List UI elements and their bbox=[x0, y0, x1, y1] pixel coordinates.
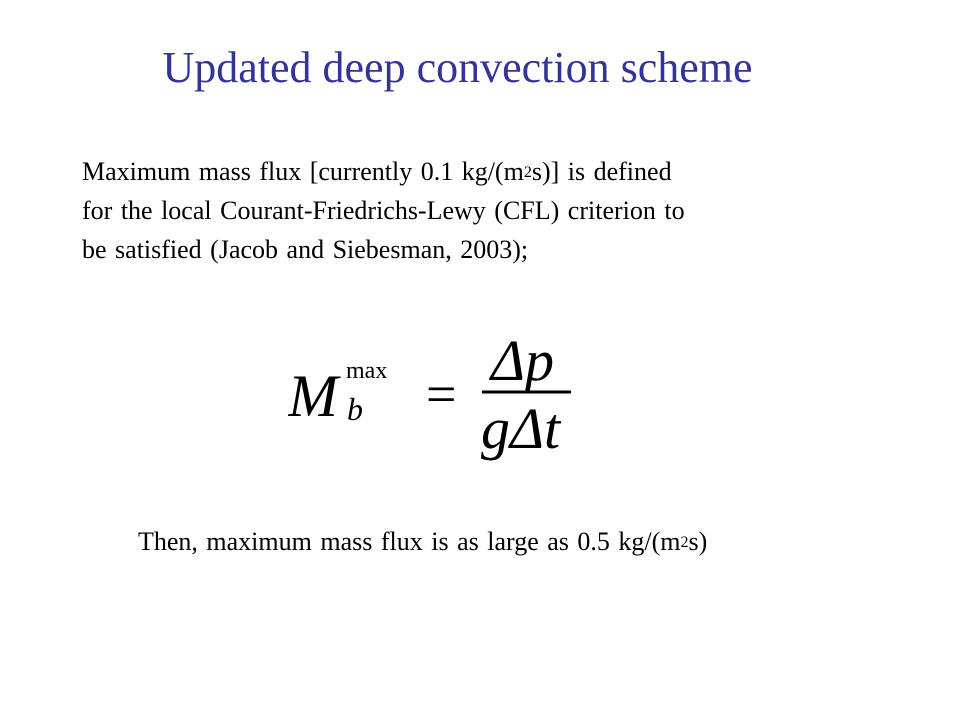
unit-exponent: 2 bbox=[523, 164, 532, 181]
description-line-1-text: Maximum mass flux [currently 0.1 kg/(m bbox=[82, 157, 524, 186]
formula-lhs-subscript: b bbox=[347, 391, 363, 427]
conclusion-tail: s) bbox=[688, 527, 708, 556]
description-line-3: be satisfied (Jacob and Siebesman, 2003); bbox=[82, 235, 529, 264]
description-line-2: for the local Courant-Friedrichs-Lewy (CFL) criterion to bbox=[82, 196, 685, 225]
conclusion-text: Then, maximum mass flux is as large as 0.5 kg/(m bbox=[138, 527, 681, 556]
max-mass-flux-formula bbox=[288, 330, 608, 470]
formula-equals-sign: = bbox=[426, 364, 457, 424]
description-line-1-tail: s)] is defined bbox=[531, 157, 672, 186]
formula-denominator: gΔt bbox=[481, 396, 561, 461]
slide-title: Updated deep convection scheme bbox=[162, 43, 753, 92]
description-paragraph bbox=[82, 152, 842, 269]
conclusion-unit-exponent: 2 bbox=[680, 534, 689, 551]
formula-numerator: Δp bbox=[491, 330, 555, 393]
description-line-1 bbox=[82, 152, 842, 191]
formula-lhs-superscript: max bbox=[346, 358, 388, 384]
conclusion-line bbox=[138, 523, 858, 561]
formula-lhs-symbol: M bbox=[288, 363, 338, 429]
